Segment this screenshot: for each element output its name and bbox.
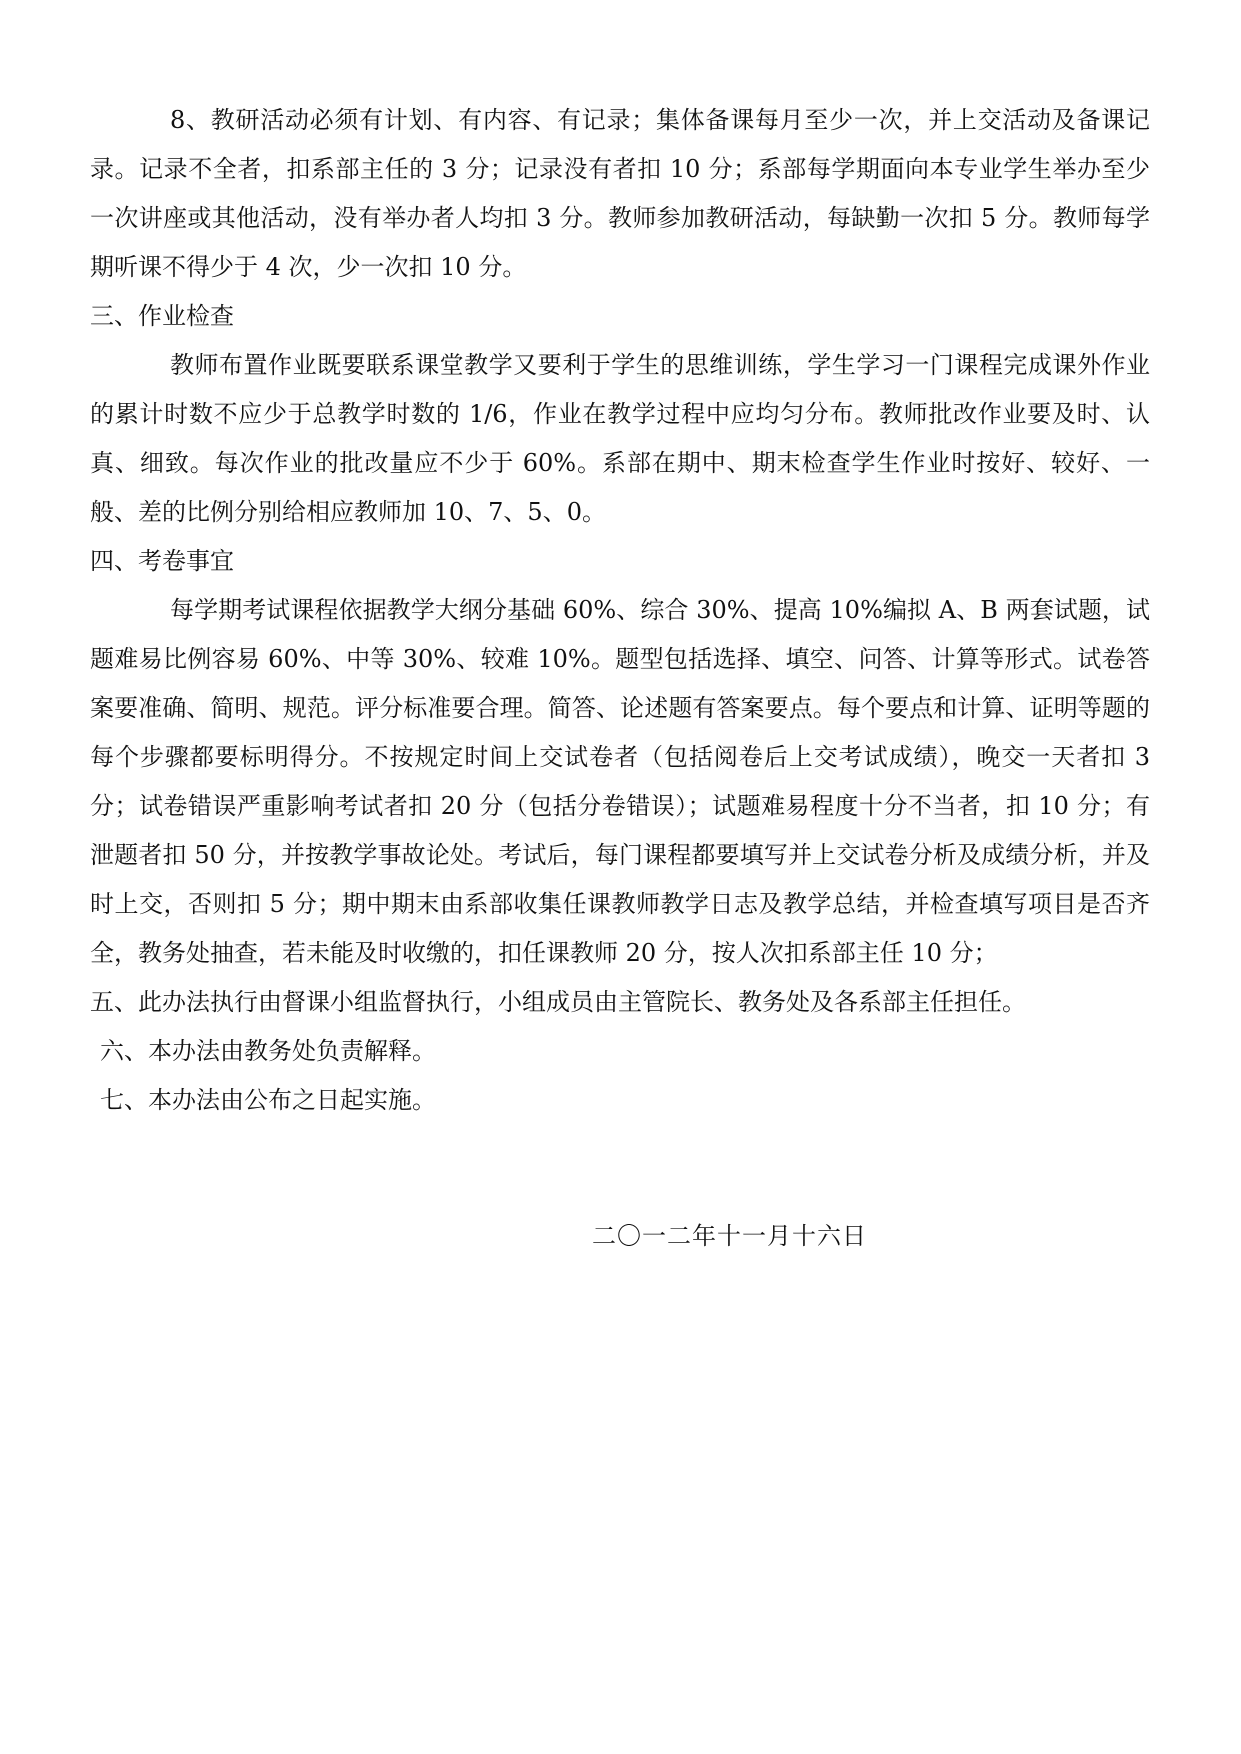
section-4-heading: 四、考卷事宜 [90,547,234,575]
document-body [90,96,1150,1125]
item-8-paragraph: 8、教研活动必须有计划、有内容、有记录；集体备课每月至少一次，并上交活动及备课记录。记录不全者，扣系部主任的 3 分；记录没有者扣 10 分；系部每学期面向本专业学生举办至少一次讲座或其他活动，没有举办者人均扣 3 分。教师参加教研活动，每缺勤一次扣 5 分。教师每学期听课不得少于 4 次，少一次扣 10 分。 [90,106,1150,281]
section-5-paragraph: 五、此办法执行由督课小组监督执行，小组成员由主管院长、教务处及各系部主任担任。 [90,988,1026,1016]
section-6-paragraph: 六、本办法由教务处负责解释。 [100,1037,436,1065]
document-date: 二〇一二年十一月十六日 [592,1222,867,1250]
section-4-paragraph: 每学期考试课程依据教学大纲分基础 60%、综合 30%、提高 10%编拟 A、B 两套试题，试题难易比例容易 60%、中等 30%、较难 10%。题型包括选择、填空、问答、计算等形式。试卷答案要准确、简明、规范。评分标准要合理。简答、论述题有答案要点。每个要点和计算、证明等题的每个步骤都要标明得分。不按规定时间上交试卷者（包括阅卷后上交考试成绩），晚交一天者扣 3 分；试卷错误严重影响考试者扣 20 分（包括分卷错误）；试题难易程度十分不当者，扣 10 分；有泄题者扣 50 分，并按教学事故论处。考试后，每门课程都要填写并上交试卷分析及成绩分析，并及时上交，否则扣 5 分；期中期末由系部收集任课教师教学日志及教学总结，并检查填写项目是否齐全，教务处抽查，若未能及时收缴的，扣任课教师 20 分，按人次扣系部主任 10 分； [90,596,1150,967]
section-3-paragraph: 教师布置作业既要联系课堂教学又要利于学生的思维训练，学生学习一门课程完成课外作业的累计时数不应少于总教学时数的 1/6，作业在教学过程中应均匀分布。教师批改作业要及时、认真、细致。每次作业的批改量应不少于 60%。系部在期中、期末检查学生作业时按好、较好、一般、差的比例分别给相应教师加 10、7、5、0。 [90,351,1150,526]
section-3-heading: 三、作业检查 [90,302,234,330]
section-7-paragraph: 七、本办法由公布之日起实施。 [100,1086,436,1114]
